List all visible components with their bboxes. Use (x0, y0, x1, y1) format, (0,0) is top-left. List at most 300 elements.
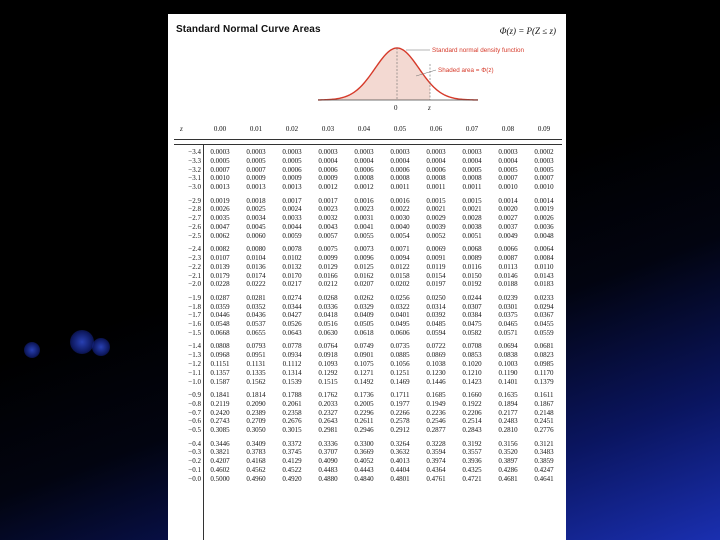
table-cell: 0.0336 (318, 302, 338, 311)
table-cell: 0.1112 (282, 360, 302, 368)
table-row (168, 205, 566, 214)
table-cell: 0.0099 (318, 254, 338, 262)
z-value: −0.8 (188, 399, 201, 408)
table-cell: 0.0003 (210, 148, 230, 156)
table-cell: 0.4721 (462, 474, 482, 483)
table-cell: 0.0401 (390, 311, 410, 320)
table-cell: 0.0060 (246, 231, 266, 240)
table-cell: 0.0017 (318, 196, 338, 205)
table-cell: 0.0150 (462, 271, 482, 280)
table-cell: 0.0003 (282, 148, 302, 156)
table-cell: 0.3336 (318, 439, 338, 448)
table-cell: 0.0764 (318, 342, 338, 351)
table-cell: 0.0136 (246, 262, 266, 271)
table-cell: 0.1611 (534, 391, 554, 399)
table-cell: 0.0188 (498, 280, 518, 289)
table-cell: 0.0020 (498, 205, 518, 214)
table-cell: 0.0054 (390, 231, 410, 240)
table-cell: 0.0023 (318, 205, 338, 214)
table-cell: 0.0006 (426, 165, 446, 174)
table-cell: 0.5000 (210, 474, 230, 483)
table-cell: 0.1401 (498, 377, 518, 386)
table-cell: 0.0014 (498, 196, 518, 205)
table-row (168, 183, 566, 192)
table-cell: 0.0823 (534, 351, 554, 360)
table-cell: 0.0985 (534, 360, 554, 368)
table-cell: 0.1271 (354, 368, 374, 377)
table-cell: 0.0505 (354, 320, 374, 329)
table-cell: 0.4364 (426, 466, 446, 474)
table-cell: 0.0028 (462, 214, 482, 223)
z-value: −0.9 (188, 391, 201, 399)
table-cell: 0.0017 (282, 196, 302, 205)
table-cell: 0.0287 (210, 293, 230, 302)
z-value: −2.8 (188, 205, 201, 214)
table-cell: 0.0901 (354, 351, 374, 360)
table-cell: 0.0029 (426, 214, 446, 223)
table-cell: 0.1736 (354, 391, 374, 399)
table-cell: 0.0116 (462, 262, 482, 271)
table-cell: 0.0010 (534, 183, 554, 192)
table-cell: 0.3783 (246, 448, 266, 457)
table-cell: 0.0038 (462, 223, 482, 231)
table-cell: 0.0005 (534, 165, 554, 174)
table-cell: 0.0436 (246, 311, 266, 320)
formula-label: Φ(z) = P(Z ≤ z) (499, 26, 556, 36)
table-cell: 0.0708 (462, 342, 482, 351)
table-cell: 0.4801 (390, 474, 410, 483)
table-cell: 0.0031 (354, 214, 374, 223)
table-cell: 0.0006 (318, 165, 338, 174)
table-cell: 0.0170 (282, 271, 302, 280)
table-row (168, 329, 566, 338)
table-cell: 0.0722 (426, 342, 446, 351)
z-value: −2.6 (188, 223, 201, 231)
table-cell: 0.0011 (390, 183, 410, 192)
table-cell: 0.0009 (318, 174, 338, 183)
table-cell: 0.0069 (426, 245, 446, 254)
table-cell: 0.0021 (426, 205, 446, 214)
z-value: −2.7 (188, 214, 201, 223)
table-cell: 0.1230 (426, 368, 446, 377)
table-cell: 0.0107 (210, 254, 230, 262)
table-row (168, 351, 566, 360)
table-cell: 0.2743 (210, 417, 230, 426)
table-cell: 0.1788 (282, 391, 302, 399)
table-cell: 0.0094 (390, 254, 410, 262)
table-cell: 0.0082 (210, 245, 230, 254)
table-cell: 0.0019 (534, 205, 554, 214)
table-cell: 0.0934 (282, 351, 302, 360)
table-cell: 0.4681 (498, 474, 518, 483)
table-cell: 0.3192 (462, 439, 482, 448)
table-row (168, 378, 566, 387)
column-header: 0.02 (285, 125, 299, 133)
table-cell: 0.0075 (318, 245, 338, 254)
table-cell: 0.2090 (246, 399, 266, 408)
table-cell: 0.0026 (534, 214, 554, 223)
table-cell: 0.0110 (534, 262, 554, 271)
table-cell: 0.0091 (426, 254, 446, 262)
table-cell: 0.0004 (426, 156, 446, 165)
table-cell: 0.0643 (282, 329, 302, 337)
table-cell: 0.0314 (426, 302, 446, 311)
table-cell: 0.0005 (498, 165, 518, 174)
table-cell: 0.1357 (210, 368, 230, 377)
table-cell: 0.1314 (282, 368, 302, 377)
table-cell: 0.1131 (246, 360, 266, 368)
table-cell: 0.0367 (534, 311, 554, 320)
table-cell: 0.2148 (534, 408, 554, 417)
table-cell: 0.0384 (462, 311, 482, 320)
table-cell: 0.0853 (462, 351, 482, 360)
table-cell: 0.0021 (462, 205, 482, 214)
table-cell: 0.3015 (282, 426, 302, 435)
table-cell: 0.1170 (534, 368, 554, 377)
table-cell: 0.0048 (534, 231, 554, 240)
table-cell: 0.0322 (390, 302, 410, 311)
background-glow (24, 342, 40, 358)
table-cell: 0.0582 (462, 329, 482, 337)
table-cell: 0.0003 (426, 148, 446, 156)
z-value: −0.3 (188, 448, 201, 457)
table-cell: 0.0808 (210, 342, 230, 351)
table-cell: 0.4207 (210, 457, 230, 466)
table-cell: 0.4168 (246, 457, 266, 466)
z-value: −1.3 (188, 351, 201, 360)
z-value: −2.2 (188, 262, 201, 271)
table-cell: 0.3372 (282, 439, 302, 448)
table-cell: 0.0179 (210, 271, 230, 280)
table-cell: 0.1492 (354, 377, 374, 386)
table-cell: 0.0004 (390, 156, 410, 165)
table-cell: 0.0392 (426, 311, 446, 320)
table-cell: 0.4602 (210, 466, 230, 474)
table-cell: 0.0154 (426, 271, 446, 280)
table-row (168, 232, 566, 241)
table-cell: 0.2843 (462, 426, 482, 435)
table-cell: 0.2643 (318, 417, 338, 426)
table-cell: 0.4880 (318, 474, 338, 483)
table-cell: 0.0294 (534, 302, 554, 311)
table-cell: 0.0011 (462, 183, 482, 192)
table-cell: 0.0049 (498, 231, 518, 240)
table-cell: 0.0084 (534, 254, 554, 262)
table-cell: 0.0078 (282, 245, 302, 254)
table-row (168, 166, 566, 175)
table-cell: 0.3669 (354, 448, 374, 457)
table-cell: 0.0013 (246, 183, 266, 192)
table-cell: 0.2514 (462, 417, 482, 426)
table-cell: 0.4286 (498, 466, 518, 474)
table-cell: 0.3156 (498, 439, 518, 448)
table-row (168, 254, 566, 263)
table-row (168, 311, 566, 320)
table-cell: 0.2177 (498, 408, 518, 417)
table-cell: 0.0427 (282, 311, 302, 320)
table-cell: 0.0014 (534, 196, 554, 205)
table-cell: 0.0125 (354, 262, 374, 271)
axis-zero-label: 0 (394, 104, 398, 112)
table-cell: 0.1841 (210, 391, 230, 399)
table-cell: 0.0033 (282, 214, 302, 223)
table-cell: 0.0003 (498, 148, 518, 156)
table-cell: 0.0735 (390, 342, 410, 351)
table-cell: 0.1292 (318, 368, 338, 377)
table-cell: 0.4761 (426, 474, 446, 483)
table-cell: 0.1814 (246, 391, 266, 399)
table-cell: 0.0559 (534, 329, 554, 337)
table-cell: 0.2236 (426, 408, 446, 417)
table-cell: 0.0007 (246, 165, 266, 174)
table-cell: 0.0010 (210, 174, 230, 183)
table-cell: 0.0030 (390, 214, 410, 223)
table-cell: 0.0073 (354, 245, 374, 254)
table-cell: 0.0655 (246, 329, 266, 337)
table-row (168, 294, 566, 303)
table-cell: 0.4483 (318, 466, 338, 474)
density-legend: Standard normal density function (432, 47, 525, 54)
table-cell: 0.4090 (318, 457, 338, 466)
z-value: −1.6 (188, 320, 201, 329)
z-value: −3.4 (188, 148, 201, 156)
z-value: −1.4 (188, 342, 201, 351)
table-cell: 0.0018 (246, 196, 266, 205)
normal-curve-figure (168, 14, 566, 124)
z-value: −2.9 (188, 196, 201, 205)
table-cell: 0.0233 (534, 293, 554, 302)
table-cell: 0.0011 (426, 183, 446, 192)
table-cell: 0.3707 (318, 448, 338, 457)
table-cell: 0.0197 (426, 280, 446, 289)
table-cell: 0.0007 (210, 165, 230, 174)
table-cell: 0.0129 (318, 262, 338, 271)
table-cell: 0.0228 (210, 280, 230, 289)
table-cell: 0.0004 (498, 156, 518, 165)
table-cell: 0.1894 (498, 399, 518, 408)
table-cell: 0.0013 (282, 183, 302, 192)
table-cell: 0.1093 (318, 360, 338, 368)
table-cell: 0.0010 (498, 183, 518, 192)
table-cell: 0.2420 (210, 408, 230, 417)
table-cell: 0.0418 (318, 311, 338, 320)
table-cell: 0.0016 (354, 196, 374, 205)
table-cell: 0.3483 (534, 448, 554, 457)
table-cell: 0.0122 (390, 262, 410, 271)
z-value: −2.0 (188, 280, 201, 289)
table-cell: 0.0044 (282, 223, 302, 231)
table-cell: 0.0039 (426, 223, 446, 231)
table-cell: 0.4443 (354, 466, 374, 474)
table-cell: 0.3974 (426, 457, 446, 466)
table-cell: 0.0096 (354, 254, 374, 262)
table-cell: 0.0274 (282, 293, 302, 302)
table-cell: 0.0301 (498, 302, 518, 311)
table-cell: 0.0594 (426, 329, 446, 337)
table-cell: 0.0047 (210, 223, 230, 231)
table-cell: 0.1515 (318, 377, 338, 386)
table-cell: 0.1469 (390, 377, 410, 386)
table-cell: 0.3050 (246, 426, 266, 435)
table-cell: 0.1660 (462, 391, 482, 399)
table-row (168, 466, 566, 475)
page-title: Standard Normal Curve Areas (176, 24, 321, 35)
table-cell: 0.0446 (210, 311, 230, 320)
table-cell: 0.0005 (246, 156, 266, 165)
z-column-header: z (180, 125, 183, 133)
table-cell: 0.0043 (318, 223, 338, 231)
table-cell: 0.0003 (318, 148, 338, 156)
table-cell: 0.0256 (390, 293, 410, 302)
table-cell: 0.0052 (426, 231, 446, 240)
table-row (168, 197, 566, 206)
table-row (168, 320, 566, 329)
table-cell: 0.0057 (318, 231, 338, 240)
z-value: −2.3 (188, 254, 201, 262)
table-cell: 0.2005 (354, 399, 374, 408)
table-cell: 0.0495 (390, 320, 410, 329)
table-cell: 0.0174 (246, 271, 266, 280)
table-row (168, 426, 566, 435)
z-value: −2.5 (188, 231, 201, 240)
table-cell: 0.0015 (426, 196, 446, 205)
table-cell: 0.2451 (534, 417, 554, 426)
table-cell: 0.0250 (426, 293, 446, 302)
table-cell: 0.3228 (426, 439, 446, 448)
table-cell: 0.2546 (426, 417, 446, 426)
table-cell: 0.0008 (426, 174, 446, 183)
table-cell: 0.0262 (354, 293, 374, 302)
table-cell: 0.0668 (210, 329, 230, 337)
table-cell: 0.0918 (318, 351, 338, 360)
table-cell: 0.0041 (354, 223, 374, 231)
table-row (168, 417, 566, 426)
table-cell: 0.0465 (498, 320, 518, 329)
table-cell: 0.0024 (282, 205, 302, 214)
table-cell: 0.0003 (246, 148, 266, 156)
table-cell: 0.0005 (210, 156, 230, 165)
table-cell: 0.0132 (282, 262, 302, 271)
table-cell: 0.0045 (246, 223, 266, 231)
table-cell: 0.4960 (246, 474, 266, 483)
table-cell: 0.0008 (390, 174, 410, 183)
z-value: −1.8 (188, 302, 201, 311)
table-cell: 0.0006 (282, 165, 302, 174)
table-cell: 0.4562 (246, 466, 266, 474)
table-cell: 0.2877 (426, 426, 446, 435)
table-cell: 0.0034 (246, 214, 266, 223)
table-cell: 0.0630 (318, 329, 338, 337)
table-cell: 0.0012 (354, 183, 374, 192)
table-cell: 0.0071 (390, 245, 410, 254)
table-cell: 0.0268 (318, 293, 338, 302)
table-cell: 0.0143 (534, 271, 554, 280)
table-cell: 0.0037 (498, 223, 518, 231)
table-cell: 0.3300 (354, 439, 374, 448)
table-cell: 0.0183 (534, 280, 554, 289)
table-row (168, 148, 566, 157)
table-cell: 0.2578 (390, 417, 410, 426)
document-page (168, 14, 566, 540)
table-cell: 0.0068 (462, 245, 482, 254)
table-cell: 0.0062 (210, 231, 230, 240)
table-cell: 0.0036 (534, 223, 554, 231)
table-cell: 0.0516 (318, 320, 338, 329)
table-cell: 0.0409 (354, 311, 374, 320)
background-glow (92, 338, 110, 356)
table-cell: 0.3632 (390, 448, 410, 457)
table-row (168, 400, 566, 409)
z-value: −0.2 (188, 457, 201, 466)
table-cell: 0.0023 (354, 205, 374, 214)
table-cell: 0.0008 (354, 174, 374, 183)
table-cell: 0.2676 (282, 417, 302, 426)
table-cell: 0.3557 (462, 448, 482, 457)
table-cell: 0.0885 (390, 351, 410, 360)
z-value: −0.6 (188, 417, 201, 426)
table-cell: 0.3936 (462, 457, 482, 466)
z-value: −0.4 (188, 439, 201, 448)
table-cell: 0.2266 (390, 408, 410, 417)
table-cell: 0.0455 (534, 320, 554, 329)
table-cell: 0.0694 (498, 342, 518, 351)
table-cell: 0.1151 (210, 360, 230, 368)
table-cell: 0.3264 (390, 439, 410, 448)
table-cell: 0.0025 (246, 205, 266, 214)
table-cell: 0.0217 (282, 280, 302, 289)
table-row (168, 440, 566, 449)
z-value: −1.7 (188, 311, 201, 320)
table-cell: 0.0222 (246, 280, 266, 289)
column-header: 0.09 (537, 125, 551, 133)
z-value: −0.1 (188, 466, 201, 474)
table-cell: 0.1562 (246, 377, 266, 386)
table-cell: 0.4247 (534, 466, 554, 474)
z-value: −0.5 (188, 426, 201, 435)
table-cell: 0.0102 (282, 254, 302, 262)
table-cell: 0.4325 (462, 466, 482, 474)
table-cell: 0.0146 (498, 271, 518, 280)
table-cell: 0.0618 (354, 329, 374, 337)
table-cell: 0.2296 (354, 408, 374, 417)
z-value: −1.1 (188, 368, 201, 377)
axis-z-label: z (428, 104, 431, 112)
table-cell: 0.0202 (390, 280, 410, 289)
table-cell: 0.1762 (318, 391, 338, 399)
table-cell: 0.2709 (246, 417, 266, 426)
table-cell: 0.1587 (210, 377, 230, 386)
table-cell: 0.1539 (282, 377, 302, 386)
table-cell: 0.0139 (210, 262, 230, 271)
table-cell: 0.1020 (462, 360, 482, 368)
shaded-legend: Shaded area = Φ(z) (438, 67, 494, 74)
table-cell: 0.0793 (246, 342, 266, 351)
table-cell: 0.3121 (534, 439, 554, 448)
table-cell: 0.0005 (462, 165, 482, 174)
table-cell: 0.0359 (210, 302, 230, 311)
table-cell: 0.0006 (354, 165, 374, 174)
table-row (168, 369, 566, 378)
table-cell: 0.0003 (354, 148, 374, 156)
table-cell: 0.0055 (354, 231, 374, 240)
table-cell: 0.0104 (246, 254, 266, 262)
table-row (168, 174, 566, 183)
table-cell: 0.4052 (354, 457, 374, 466)
table-cell: 0.0008 (462, 174, 482, 183)
column-header: 0.07 (465, 125, 479, 133)
table-cell: 0.0009 (282, 174, 302, 183)
table-cell: 0.2119 (210, 399, 230, 408)
